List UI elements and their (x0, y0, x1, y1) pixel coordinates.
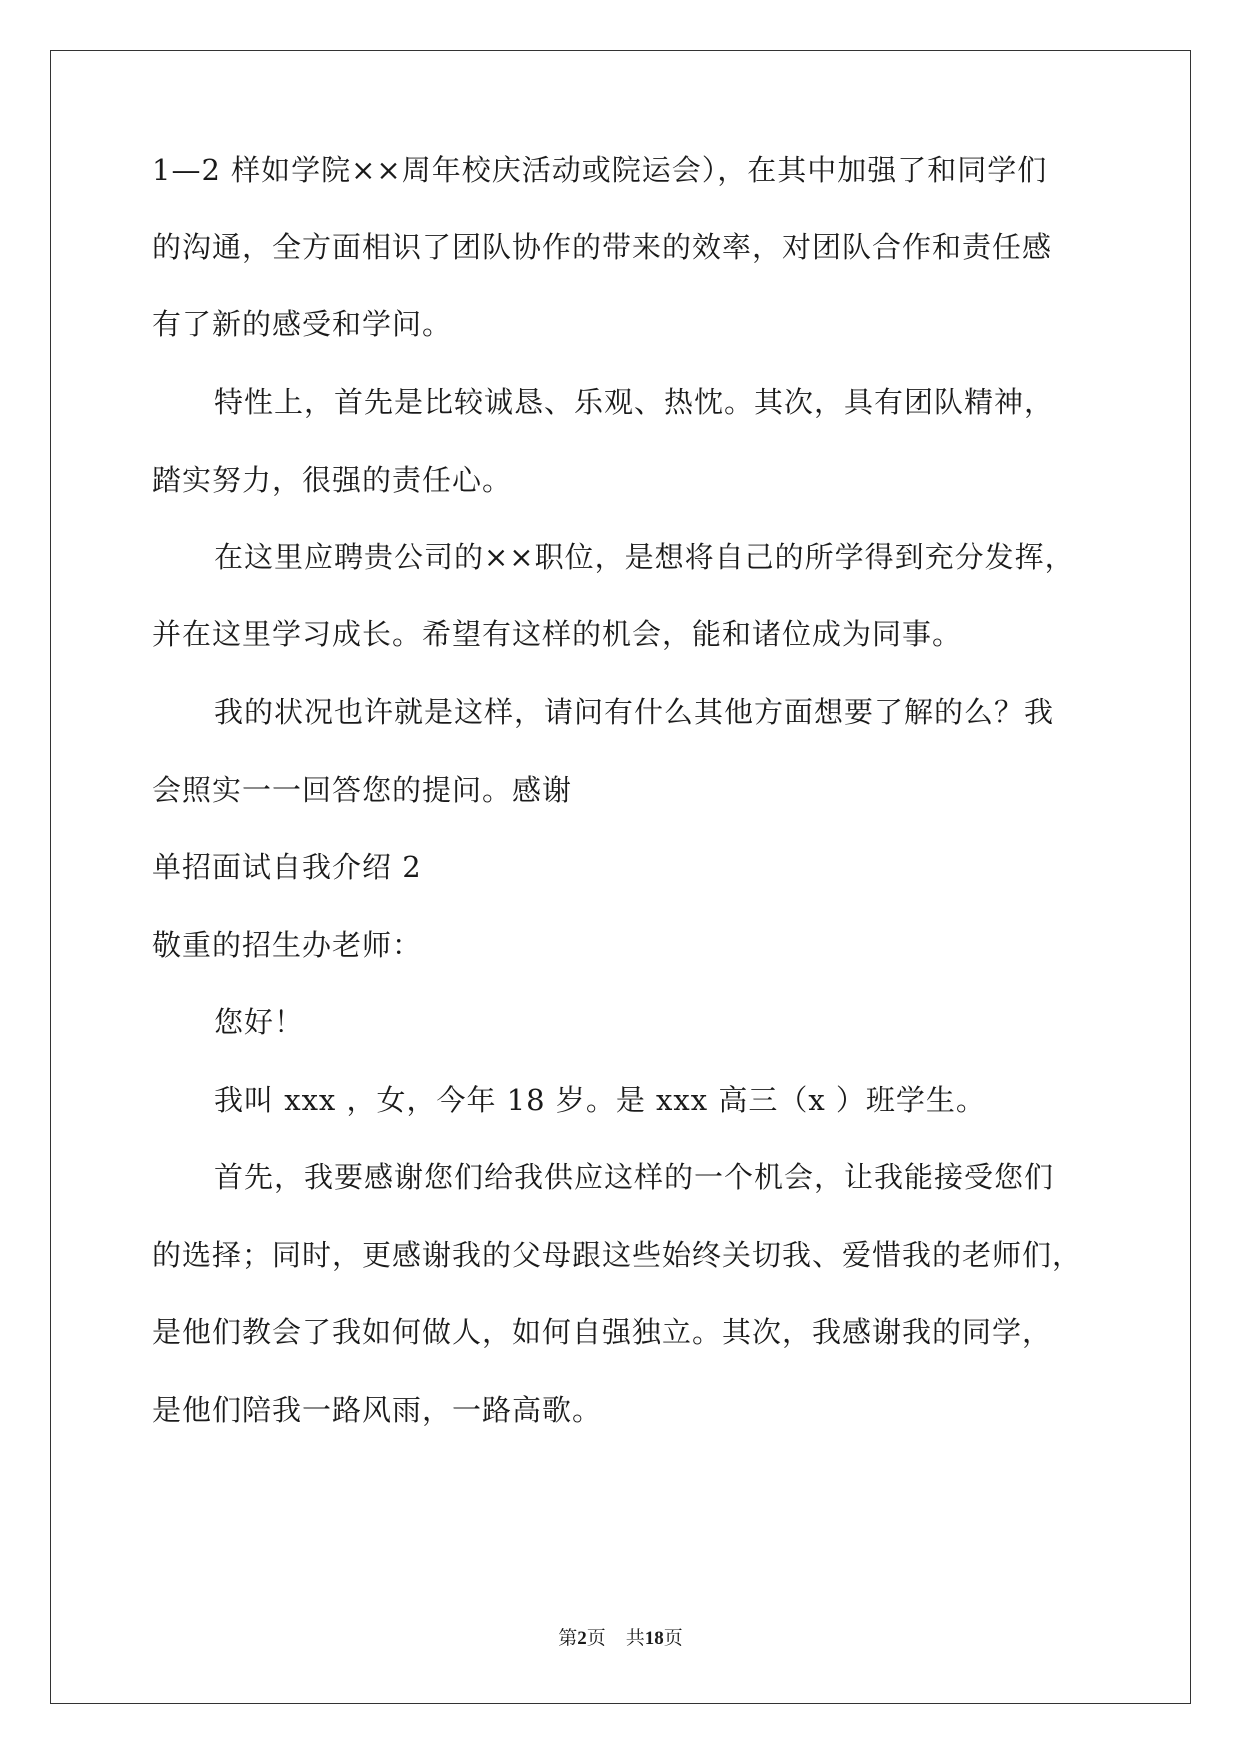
body-line: 的沟通，全方面相识了团队协作的带来的效率，对团队合作和责任感 (152, 230, 1053, 264)
body-line: 是他们教会了我如何做人，如何自强独立。其次，我感谢我的同学， (152, 1315, 1053, 1349)
body-line: 踏实努力，很强的责任心。 (152, 463, 513, 497)
page-total: 18 (644, 1628, 664, 1649)
body-line: 的选择；同时，更感谢我的父母跟这些始终关切我、爱惜我的老师们， (152, 1238, 1083, 1272)
salutation: 敬重的招生办老师： (152, 928, 423, 962)
body-line: 在这里应聘贵公司的××职位，是想将自己的所学得到充分发挥， (214, 540, 1075, 574)
body-line: 会照实一一回答您的提问。感谢 (152, 773, 573, 807)
total-prefix: 共 (625, 1627, 645, 1649)
page-footer (0, 1626, 1241, 1651)
greeting: 您好！ (214, 1005, 305, 1039)
page-suffix: 页 (586, 1627, 606, 1649)
page-current: 2 (577, 1628, 587, 1649)
body-line: 我叫 xxx ，女，今年 18 岁。是 xxx 高三（x ）班学生。 (214, 1083, 986, 1117)
body-line: 我的状况也许就是这样，请问有什么其他方面想要了解的么？我 (214, 695, 1055, 729)
body-line: 是他们陪我一路风雨，一路高歌。 (152, 1393, 603, 1427)
body-line: 并在这里学习成长。希望有这样的机会，能和诸位成为同事。 (152, 617, 963, 651)
body-line: 特性上，首先是比较诚恳、乐观、热忱。其次，具有团队精神， (214, 385, 1055, 419)
body-line: 有了新的感受和学问。 (152, 307, 453, 341)
body-line: 1—2 样如学院××周年校庆活动或院运会），在其中加强了和同学们 (152, 153, 1048, 187)
body-line: 首先，我要感谢您们给我供应这样的一个机会，让我能接受您们 (214, 1160, 1055, 1194)
page-prefix: 第 (558, 1627, 578, 1649)
section-heading: 单招面试自我介绍 2 (152, 850, 422, 884)
total-suffix: 页 (663, 1627, 683, 1649)
